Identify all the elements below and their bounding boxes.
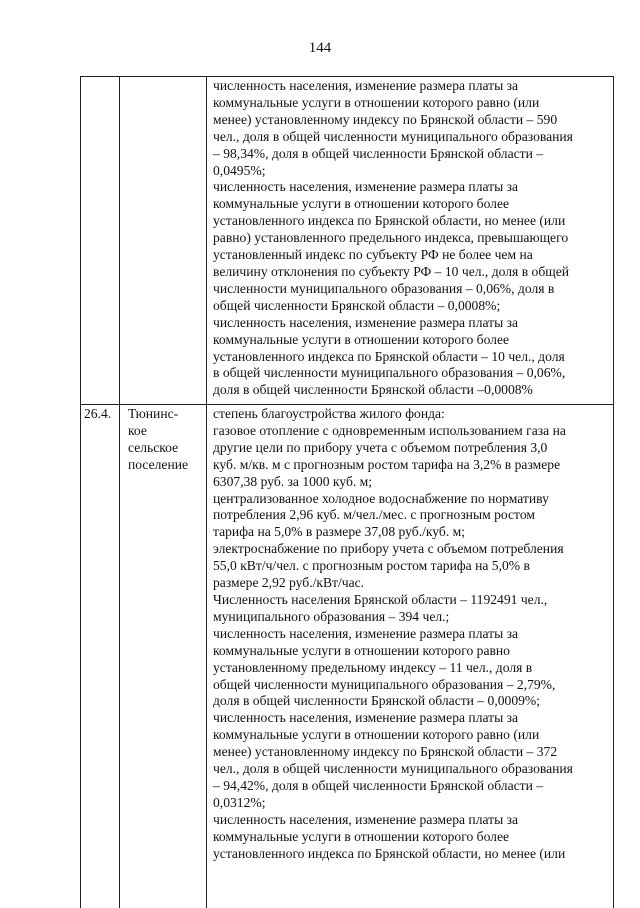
description-line: численность населения, изменение размера платы за [213,710,609,727]
description-line: равно) установленного предельного индекса, превышающего [213,230,609,247]
description-line: установленного индекса по Брянской области, но менее (или [213,213,609,230]
description-line: установленного индекса по Брянской области, но менее (или [213,846,609,863]
description-line: – 98,34%, доля в общей численности Брянской области – [213,146,609,163]
description-line: установленному предельному индексу – 11 чел., доля в [213,660,609,677]
description-line: потребления 2,96 куб. м/чел./мес. с прогнозным ростом [213,507,609,524]
description-line: чел., доля в общей численности муниципального образования [213,761,609,778]
settlement-name-line: сельское [128,440,203,457]
description-line: менее) установленному индексу по Брянской области – 372 [213,744,609,761]
description-line: Численность населения Брянской области – 1192491 чел., [213,592,609,609]
description-line: другие цели по прибору учета с объемом потребления 3,0 [213,440,609,457]
description-line: доля в общей численности Брянской области – 0,0009%; [213,693,609,710]
row-number-cell [81,77,120,405]
settlement-name-line: поселение [128,457,203,474]
description-line: 6307,38 руб. за 1000 куб. м; [213,474,609,491]
description-line: установленный индекс по субъекту РФ не более чем на [213,247,609,264]
description-line: электроснабжение по прибору учета с объемом потребления [213,541,609,558]
description-line: газовое отопление с одновременным использованием газа на [213,423,609,440]
settlement-name [120,77,206,78]
description-line: коммунальные услуги в отношении которого более [213,332,609,349]
description-line: общей численности Брянской области – 0,0008%; [213,298,609,315]
description-line: – 94,42%, доля в общей численности Брянской области – [213,778,609,795]
description-line: численности муниципального образования – 0,06%, доля в [213,281,609,298]
description-line: менее) установленному индексу по Брянской области – 590 [213,112,609,129]
description-text [207,405,613,862]
description-line: коммунальные услуги в отношении которого более [213,196,609,213]
table-row [81,405,614,908]
description-line: численность населения, изменение размера платы за [213,78,609,95]
description-line: доля в общей численности Брянской области –0,0008% [213,382,609,399]
row-number: 26.4. [81,405,119,423]
description-line: 55,0 кВт/ч/чел. с прогнозным ростом тарифа на 5,0% в [213,558,609,575]
description-line: размере 2,92 руб./кВт/час. [213,575,609,592]
description-line: 0,0312%; [213,795,609,812]
settlement-name-line: кое [128,423,203,440]
description-line: численность населения, изменение размера платы за [213,315,609,332]
description-line: муниципального образования – 394 чел.; [213,609,609,626]
description-line: 0,0495%; [213,163,609,180]
description-line: коммунальные услуги в отношении которого равно [213,643,609,660]
description-line: централизованное холодное водоснабжение по нормативу [213,491,609,508]
row-number-cell [81,405,120,908]
settlement-name-cell [120,405,207,908]
description-line: в общей численности муниципального образования – 0,06%, [213,365,609,382]
description-line: установленного индекса по Брянской области – 10 чел., доля [213,349,609,366]
description-line: численность населения, изменение размера платы за [213,812,609,829]
settlement-name-line: Тюнинс- [128,406,203,423]
settlement-name-cell [120,77,207,405]
description-line: общей численности муниципального образования – 2,79%, [213,677,609,694]
description-line: куб. м/кв. м с прогнозным ростом тарифа на 3,2% в размере [213,457,609,474]
description-line: чел., доля в общей численности муниципального образования [213,129,609,146]
description-cell [207,77,614,405]
page-number: 144 [0,40,640,57]
description-line: коммунальные услуги в отношении которого более [213,829,609,846]
description-line: степень благоустройства жилого фонда: [213,406,609,423]
description-line: численность населения, изменение размера платы за [213,626,609,643]
description-line: тарифа на 5,0% в размере 37,08 руб./куб. м; [213,524,609,541]
description-cell [207,405,614,908]
description-line: численность населения, изменение размера платы за [213,179,609,196]
settlement-name [120,405,206,474]
description-line: коммунальные услуги в отношении которого равно (или [213,727,609,744]
row-number [81,77,119,78]
description-line: величину отклонения по субъекту РФ – 10 чел., доля в общей [213,264,609,281]
document-table [80,76,614,908]
table-row [81,77,614,405]
description-line: коммунальные услуги в отношении которого равно (или [213,95,609,112]
description-text [207,77,613,399]
